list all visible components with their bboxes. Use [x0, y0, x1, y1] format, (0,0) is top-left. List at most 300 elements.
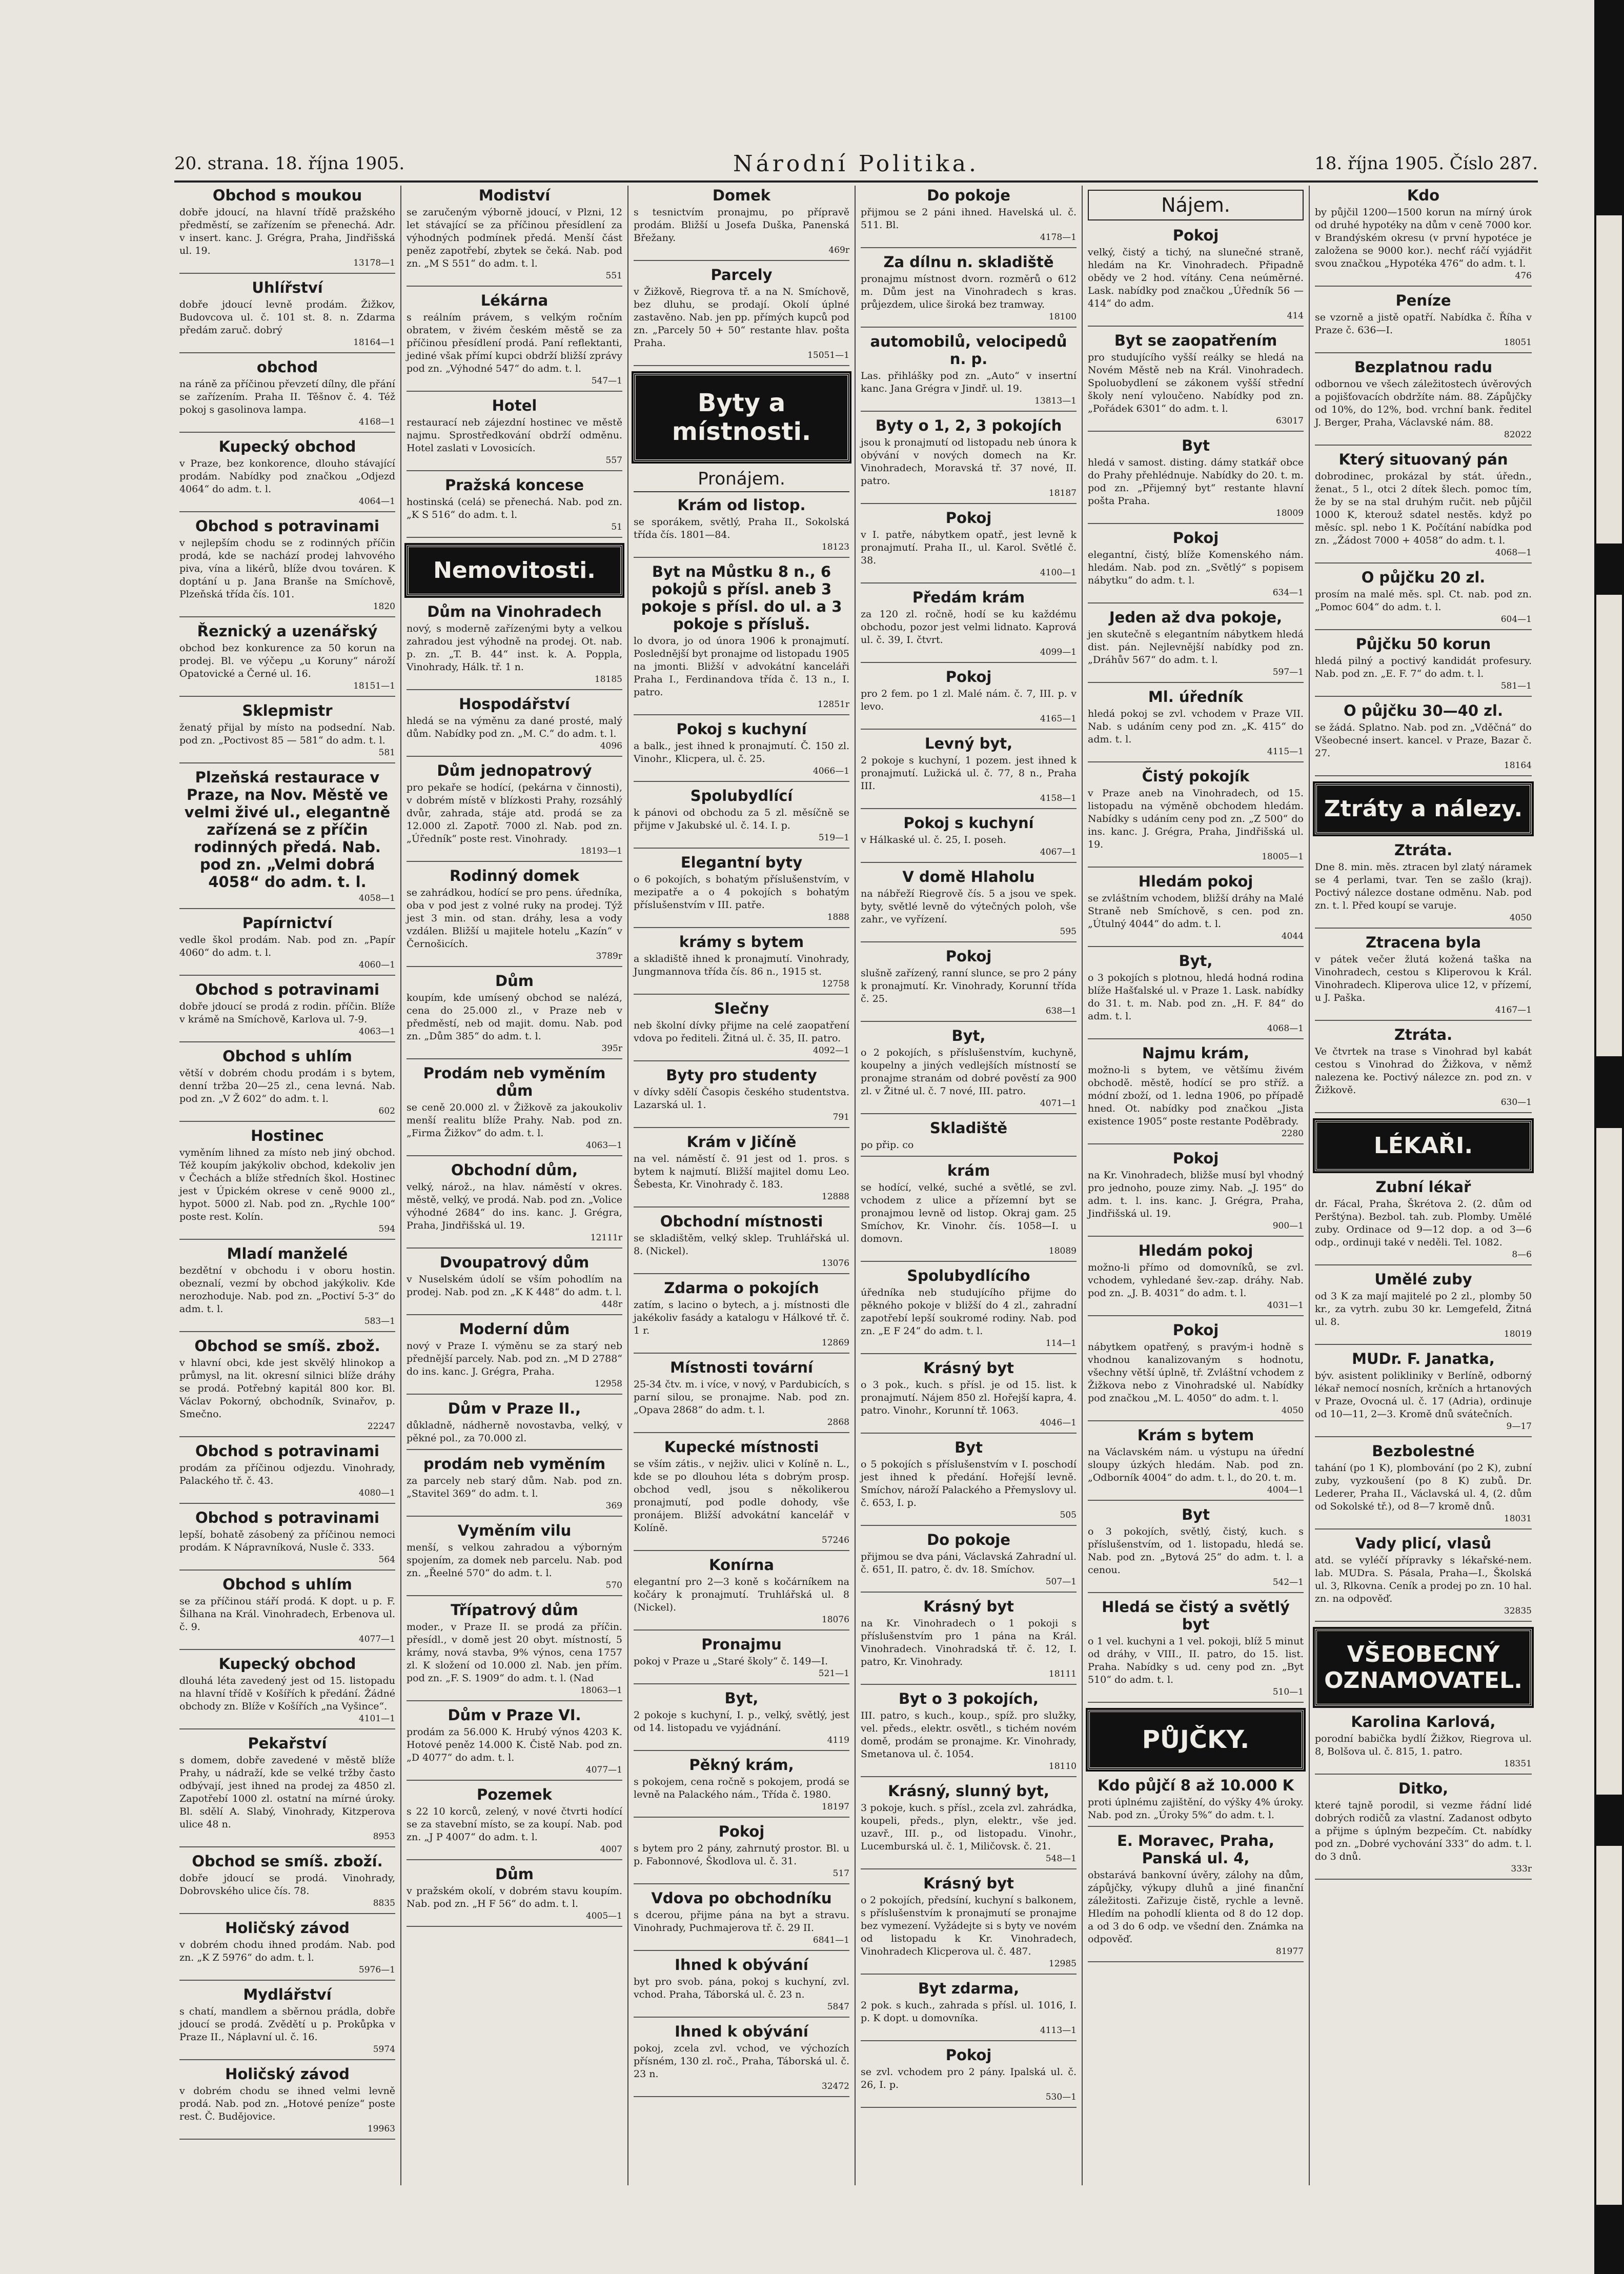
- classified-ad: [407, 695, 622, 757]
- classified-ad: [1088, 1242, 1304, 1316]
- ad-title: Bezbolestné: [1372, 1442, 1475, 1460]
- ad-title: Krásný byt: [923, 1359, 1014, 1377]
- ad-body: obstarává bankovní úvěry, zálohy na dům, zápůjčky, výkupy dluhů a jiné finanční záležitosti. Zařizuje čistě, rychle a levně. Hledím na pohodlí klienta od 8 do 12 dop. a od 3 do 6 odp. ve všední den. Známka na odpověď.: [1088, 1869, 1304, 1945]
- ad-reference-number: 57246: [821, 1535, 849, 1545]
- classified-ad: [1088, 1044, 1304, 1144]
- ad-body: důkladně, nádherně novostavba, velký, v pěkné pol., za 70.000 zl.: [407, 1420, 622, 1444]
- ad-title: Byt: [1182, 1506, 1210, 1523]
- ad-title: Kupecký obchod: [218, 1655, 356, 1673]
- ad-title: Zubní lékař: [1375, 1178, 1471, 1196]
- ad-body: nový v Praze I. výměnu se za starý neb přednější parcely. Nab. pod zn. „M D 2788“ do ins. kanc. J. Grégra, Praha.: [407, 1340, 622, 1377]
- classified-ad: [634, 1066, 849, 1128]
- ad-title: Ihned k obývání: [675, 1956, 808, 1974]
- ad-reference-number: 369: [605, 1501, 622, 1511]
- classified-ad: [861, 417, 1077, 504]
- ad-body: se vším zátis., v nejživ. ulici v Kolíně n. L., kde se po dlouhou léta s dobrým prosp. obchod vedl, jsou s několikerou pronajmutí, pod podle dohody, vše pronájem. Bližší advokátní kancelář v Kolíně.: [634, 1458, 849, 1534]
- ad-reference-number: 63017: [1275, 416, 1304, 426]
- classified-ad: [1315, 841, 1532, 929]
- ad-title: Obchod s potravinami: [195, 1442, 380, 1460]
- ad-title: Dům na Vinohradech: [427, 603, 602, 620]
- ad-title: Místnosti tovární: [670, 1359, 813, 1376]
- classified-ad: [179, 914, 395, 976]
- ad-title: Kdo: [1407, 187, 1440, 204]
- ad-reference-number: 4050: [1509, 913, 1532, 923]
- ad-body: a skladiště ihned k pronajmutí. Vinohrady, Jungmannova třída čís. 86 n., 1915 st.: [634, 953, 849, 977]
- ad-title: Byt na Můstku 8 n., 6 pokojů s přísl. aneb 3 pokoje s přísl. do ul. a 3 pokoje s přísluš.: [641, 563, 842, 633]
- classified-ad: [179, 1986, 395, 2060]
- classified-ad: [634, 1359, 849, 1433]
- ad-body: atd. se vyléčí přípravky s lékařské-nem. lab. MUDra. S. Pásala, Praha—I., Školská ul. 3, Rlkovna. Ceník a prodej po zn. 10 hal. zn. na odpověď.: [1315, 1555, 1532, 1604]
- ad-body: jen skutečně s elegantním nábytkem hledá dist. pán. Nejlevnější nabídky pod zn. „Dráhův 567“ do adm. t. l.: [1088, 629, 1304, 666]
- ad-body: hledá v samost. disting. dámy statkář obce do Prahy přehlédnuje. Nabídky do 20. t. m. pod zn. „Přijemný byt“ restante hlavní pošta Praha.: [1088, 457, 1304, 507]
- ad-body: o 3 pok., kuch. s přísl. je od 15. list. k pronajmutí. Nájem 850 zl. Hořejší kapra, 4. patro. Vinohr., Korunní tř. 1063.: [861, 1379, 1077, 1416]
- ad-body: pokoj, zcela zvl. vchod, ve výchozích přísném, 130 zl. roč., Praha, Táborská ul. č. 23 n.: [634, 2043, 849, 2080]
- classified-ad: [634, 1636, 849, 1684]
- section-box-heading: Nájem.: [1088, 190, 1304, 220]
- ad-title: Sklepmistr: [242, 702, 333, 719]
- ad-reference-number: 18005—1: [1262, 852, 1304, 862]
- ad-reference-number: 4071—1: [1040, 1098, 1077, 1109]
- ad-body: dobře jdoucí levně prodám. Žižkov, Budovcova ul. č. 101 st. 8. n. Zdarma předám zaruč. dobrý: [179, 299, 395, 336]
- ad-reference-number: 18089: [1048, 1246, 1077, 1256]
- classified-ad: [407, 1865, 622, 1927]
- ad-reference-number: 81977: [1275, 1946, 1304, 1957]
- ad-reference-number: 19963: [367, 2124, 395, 2134]
- ad-body: dobře jdoucí se prodá. Vinohrady, Dobrovského ulice čís. 78.: [179, 1873, 395, 1897]
- ad-reference-number: 4058—1: [358, 893, 395, 903]
- ad-reference-number: 13178—1: [353, 258, 395, 268]
- classified-ad: [407, 1064, 622, 1156]
- classified-ad: [634, 854, 849, 928]
- ad-title: Levný byt,: [924, 735, 1013, 752]
- ad-body: Las. přihlášky pod zn. „Auto“ v insertní kanc. Jana Grégra v Jindř. ul. 19.: [861, 370, 1077, 394]
- section-banner-lekari: LÉKAŘI.: [1315, 1120, 1532, 1171]
- classified-ad: [179, 517, 395, 617]
- ad-title: Obchod s uhlím: [222, 1048, 352, 1065]
- ad-body: se skladištěm, velký sklep. Truhlářská ul. 8. (Nickel).: [634, 1233, 849, 1257]
- classified-ad: [861, 1690, 1077, 1777]
- ad-reference-number: 395r: [601, 1043, 622, 1054]
- ad-reference-number: 4068—1: [1495, 548, 1532, 558]
- ad-body: dr. Fácal, Praha, Škrétova 2. (2. dům od Perštýna). Bezbol. tah. zub. Plomby. Umělé zuby. Ordinace od 9—12 dop. a od 3—6 odp., ordinuji také v neděli. Tel. 1082.: [1315, 1198, 1532, 1248]
- ad-body: s dcerou, přijme pána na byt a stravu. Vinohrady, Puchmajerova tř. č. 29 II.: [634, 1909, 849, 1934]
- ad-reference-number: 530—1: [1045, 2092, 1077, 2102]
- ad-title: Dům: [495, 1865, 534, 1883]
- classified-ad: [407, 603, 622, 690]
- ad-title: Kupecký obchod: [218, 438, 356, 455]
- classified-ad: [861, 1875, 1077, 1975]
- classified-ad: [634, 933, 849, 995]
- ad-body: hledá pilný a poctivý kandidát profesury. Nab. pod zn. „E. F. 7“ do adm. t. l.: [1315, 655, 1532, 679]
- classified-ad: [1315, 358, 1532, 446]
- ad-title: Řeznický a uzenářský: [197, 622, 378, 640]
- ad-body: hledá se na výměnu za dané prosté, malý dům. Nabídky pod zn. „M. C.“ do adm. t. l.: [407, 715, 622, 739]
- classified-ad: [634, 1556, 849, 1631]
- ad-reference-number: 4099—1: [1040, 647, 1077, 657]
- classified-ad: [1315, 934, 1532, 1021]
- classified-ad: [179, 1245, 395, 1332]
- ad-title: MUDr. F. Janatka,: [1352, 1350, 1495, 1367]
- ad-reference-number: 18123: [821, 542, 849, 552]
- ad-reference-number: 4068—1: [1267, 1023, 1304, 1034]
- classified-ad: [407, 1320, 622, 1395]
- ad-body: 3 pokoje, kuch. s přísl., zcela zvl. zahrádka, koupeli, předs., plyn, elektr., vše jed. uzavř., III. p., od listopadu. Vinohr., Lucemburská ul. č. 1, Miličovsk. č. 21.: [861, 1802, 1077, 1852]
- ad-reference-number: 4067—1: [1040, 847, 1077, 857]
- ad-body: na ráně za příčinou převzetí dílny, dle přání se zařízením. Praha II. Těšnov č. 4. Též pokoj s gasolinova lampa.: [179, 378, 395, 415]
- ad-body: hledá pokoj se zvl. vchodem v Praze VII. Nab. s udáním ceny pod zn. „K. 415“ do adm. t. l.: [1088, 708, 1304, 745]
- ad-title: Do pokoje: [927, 187, 1010, 204]
- classified-ad: [179, 769, 395, 909]
- ad-body: za parcely neb starý dům. Nab. pod zn. „Stavitel 369“ do adm. t. l.: [407, 1475, 622, 1499]
- ad-body: porodní babička bydlí Žižkov, Riegrova ul. 8, Bolšova ul. č. 815, 1. patro.: [1315, 1733, 1532, 1757]
- ad-body: dobrodinec, prokázal by stát. úředn., ženat., 5 l., otci 2 dítek šlech. pomoc tím, že by se na stal druhým ručit. neb půjčil 1000 K, kterouž sdatel nestěs. když po měsíc. spl. nebo 1 K. Počítání nabídka pod zn. „Žádost 7000 + 4058“ do adm. t. l.: [1315, 471, 1532, 546]
- ad-title: Dům jednopatrový: [437, 762, 592, 779]
- ad-reference-number: 564: [378, 1555, 395, 1565]
- ad-reference-number: 583—1: [364, 1316, 395, 1326]
- ad-reference-number: 4165—1: [1040, 714, 1077, 724]
- ad-reference-number: 18164: [1504, 760, 1532, 771]
- classified-ad: [634, 1689, 849, 1751]
- ad-title: Modiství: [478, 187, 551, 204]
- ad-reference-number: 18151—1: [353, 681, 395, 691]
- ad-title: Pokoj: [718, 1823, 765, 1840]
- ad-reference-number: 4064—1: [358, 496, 395, 507]
- ad-body: prodám za 56.000 K. Hrubý výnos 4203 K. Hotové peněz 14.000 K. Čistě Nab. pod zn. „D 4077“ do adm. t. l.: [407, 1726, 622, 1763]
- classified-ad: [861, 589, 1077, 663]
- ad-title: Byt zdarma,: [918, 1980, 1020, 1997]
- ad-body: dlouhá léta zavedený jest od 15. listopadu na hlavní třídě v Košířích k předání. Žádné obchody zn. Blíže v Košířích „na Vyšince“.: [179, 1675, 395, 1712]
- ad-reference-number: 12985: [1048, 1959, 1077, 1969]
- ad-body: v pátek večer žlutá kožená taška na Vinohradech, cestou s Kliperovou k Král. Vinohradech. Kliperova ulice 12, v přízemí, u J. Paška.: [1315, 954, 1532, 1003]
- classified-ad: [861, 509, 1077, 583]
- ad-title: krámy s bytem: [679, 933, 804, 951]
- ad-title: Obchodní dům,: [451, 1161, 578, 1179]
- ad-reference-number: 551: [605, 271, 622, 281]
- ad-reference-number: 18076: [821, 1615, 849, 1625]
- ad-reference-number: 2280: [1281, 1129, 1304, 1139]
- ad-reference-number: 12111r: [590, 1233, 622, 1243]
- ad-title: Dvoupatrový dům: [439, 1254, 590, 1271]
- ad-body: dobře jdoucí se prodá z rodin. příčin. Blíže v krámě na Smíchově, Karlova ul. 7-9.: [179, 1001, 395, 1025]
- section-banner-pujcky: PŮJČKY.: [1088, 1710, 1304, 1769]
- classified-ad: [179, 187, 395, 274]
- classified-ad: [1315, 1442, 1532, 1530]
- ad-title: Obchod s moukou: [212, 187, 362, 204]
- ad-title: Půjčku 50 korun: [1355, 635, 1491, 653]
- ad-body: po přip. co: [861, 1139, 914, 1151]
- ad-title: Rodinný domek: [449, 867, 580, 884]
- ad-title: Obchod s potravinami: [195, 1509, 380, 1526]
- ad-title: Bezplatnou radu: [1354, 358, 1493, 376]
- ad-title: Obchod s potravinami: [195, 981, 380, 998]
- ad-body: v Nuselském údolí se vším pohodlím na prodej. Nab. pod zn. „K K 448“ do adm. t. l.: [407, 1274, 622, 1298]
- ad-reference-number: 4158—1: [1040, 793, 1077, 803]
- ad-body: obchod bez konkurence za 50 korun na prodej. Bl. ve výčepu „u Koruny“ nároží Opatovické a Černé ul. 16.: [179, 642, 395, 679]
- ad-reference-number: 4092—1: [813, 1045, 849, 1056]
- ad-reference-number: 594: [378, 1224, 395, 1234]
- ad-reference-number: 4004—1: [1267, 1485, 1304, 1495]
- ad-reference-number: 18197: [821, 1802, 849, 1812]
- ad-title: prodám neb vyměním: [423, 1455, 606, 1473]
- classified-ad: [634, 1756, 849, 1818]
- ad-title: Pozemek: [477, 1786, 552, 1803]
- column-1: [174, 186, 401, 2185]
- ad-reference-number: 4113—1: [1040, 2025, 1077, 2036]
- classified-ad: [861, 1439, 1077, 1526]
- ad-reference-number: 638—1: [1045, 1006, 1077, 1016]
- classified-ad: [1315, 1178, 1532, 1265]
- ad-reference-number: 595: [1060, 927, 1077, 937]
- ad-title: Kupecké místnosti: [664, 1438, 819, 1456]
- ad-reference-number: 8953: [373, 1832, 395, 1842]
- ad-title: Pokoj s kuchyní: [676, 720, 807, 738]
- classified-ad: [407, 1400, 622, 1450]
- ad-title: Za dílnu n. skladiště: [883, 253, 1054, 271]
- ad-title: Hostinec: [251, 1127, 324, 1144]
- ad-title: O půjčku 20 zl.: [1361, 569, 1486, 586]
- ad-reference-number: 4005—1: [585, 1911, 622, 1921]
- ad-reference-number: 581—1: [1500, 681, 1532, 691]
- ad-reference-number: 18009: [1275, 508, 1304, 518]
- ad-reference-number: 4044: [1281, 931, 1304, 941]
- ad-title: Ztráta.: [1394, 1026, 1453, 1043]
- classified-ad: [861, 1980, 1077, 2041]
- ad-title: Dům v Praze II.,: [448, 1400, 581, 1417]
- ad-reference-number: 4168—1: [358, 417, 395, 427]
- classified-ad: [634, 1213, 849, 1274]
- ad-title: Pokoj: [945, 509, 992, 527]
- ad-reference-number: 333r: [1511, 1864, 1532, 1874]
- ad-body: tahání (po 1 K), plombování (po 2 K), zubní zuby, vyzkoušení (po 8 K) zubů. Dr. Lederer, Praha II., Václavská ul. 4, (2. dům od Sokolské tř.), od 8—7 kromě dnů.: [1315, 1462, 1532, 1512]
- ad-reference-number: 22247: [367, 1421, 395, 1432]
- column-5: [1083, 186, 1310, 2185]
- ad-reference-number: 18100: [1048, 312, 1077, 322]
- ad-reference-number: 18185: [594, 674, 622, 685]
- ad-title: Pekařství: [248, 1735, 327, 1752]
- classified-ad: [1088, 1321, 1304, 1421]
- ad-reference-number: 18193—1: [580, 846, 622, 856]
- ad-reference-number: 6841—1: [813, 1935, 849, 1945]
- ad-body: v hlavní obci, kde jest skvělý hlinokop a průmysl, na lit. okresní silnici blíže dráhy se prodá. Potřebný kapitál 800 kor. Bl. Václav Pokorný, obchodník, Svinařov, p. Smečno.: [179, 1357, 395, 1420]
- classified-ad: [407, 476, 622, 538]
- ad-body: o 3 pokojích, světlý, čistý, kuch. s příslušenstvím, od 1. listopadu, hledá se. Nab. pod zn. „Bytová 25“ do adm. t. l. a cenou.: [1088, 1526, 1304, 1576]
- classified-ad: [861, 1162, 1077, 1262]
- ad-body: pro 2 fem. po 1 zl. Malé nám. č. 7, III. p. v levo.: [861, 688, 1077, 712]
- classified-ad: [1315, 635, 1532, 697]
- ad-reference-number: 4167—1: [1495, 1005, 1532, 1015]
- classified-ad: [179, 1337, 395, 1437]
- ad-reference-number: 507—1: [1045, 1577, 1077, 1587]
- ad-reference-number: 18019: [1504, 1329, 1532, 1339]
- ad-reference-number: 8835: [373, 1898, 395, 1908]
- ad-body: se zaručeným výborně jdoucí, v Plzni, 12 let stávající se za příčinou přesídlení za výhodných podmínek předá. Menší část peněz zapotřebí, zbytek se čeká. Nab. pod zn. „M S 551“ do adm. t. l.: [407, 207, 622, 269]
- ad-title: Pokoj: [1172, 1321, 1219, 1339]
- ad-title: V domě Hlaholu: [902, 868, 1035, 886]
- ad-title: Papírnictví: [242, 914, 333, 932]
- ad-reference-number: 900—1: [1272, 1221, 1304, 1231]
- ad-title: Byty o 1, 2, 3 pokojích: [875, 417, 1062, 434]
- ad-title: Pokoj: [945, 668, 992, 686]
- ad-body: se žádá. Splatno. Nab. pod zn. „Vděčná“ do Všeobecné insert. kancel. v Praze, Bazar č. 27.: [1315, 722, 1532, 759]
- ad-body: s tesnictvím pronajmu, po přípravě prodám. Bližší u Josefa Duška, Panenská Břežany.: [634, 207, 849, 244]
- ad-reference-number: 5974: [373, 2044, 395, 2055]
- ad-body: lepší, bohatě zásobený za příčinou nemoci prodám. K Nápravníková, Nusle č. 333.: [179, 1529, 395, 1553]
- ad-title: Obchod s uhlím: [222, 1576, 352, 1593]
- ad-title: Byt se zaopatřením: [1114, 332, 1277, 349]
- classified-ad: [407, 1254, 622, 1315]
- ad-reference-number: 9—17: [1506, 1421, 1532, 1432]
- ad-body: 25-34 čtv. m. i více, v nový, v Pardubicích, s parní silou, se pronajme. Nab. pod zn. „Opava 2868“ do adm. t. l.: [634, 1379, 849, 1416]
- ad-title: Který situovaný pán: [1338, 451, 1508, 468]
- ad-reference-number: 414: [1287, 311, 1304, 321]
- ad-reference-number: 517: [833, 1868, 849, 1879]
- classified-ad: [861, 735, 1077, 809]
- classified-ad: [634, 563, 849, 715]
- classified-ad: [1315, 292, 1532, 353]
- ad-title: Elegantní byty: [680, 854, 803, 871]
- ad-body: s domem, dobře zavedené v městě blíže Prahy, u nádraží, kde se velké tržby často odbývají, jest ihned na prodej za 4850 zl. Zapotřebí 1000 zl. ostatní na mírné úroky. Bl. sdělí A. Slabý, Vinohrady, Kitzperova ulice 48 n.: [179, 1755, 395, 1830]
- ad-title: Pokoj: [1172, 227, 1219, 244]
- ad-reference-number: 597—1: [1272, 667, 1304, 677]
- ad-body: nábytkem opatřený, s pravým-i hodně s vhodnou kanalizovaným s hodnotu, všechny větší úplně, tř. Zvláštní vchodem z Žižkova nebo z Vinohradské ul. Nabídky pod značkou „M. L. 4050“ do adm. t. l.: [1088, 1341, 1304, 1404]
- ad-body: velký, čistý a tichý, na slunečné straně, hledám na Kr. Vinohradech. Připadně obědy ve 2 hod. vítány. Cena neúměrné. Lask. nabídky pod značkou „Úředník 56 — 414“ do adm.: [1088, 247, 1304, 309]
- classified-ad: [179, 1509, 395, 1571]
- ad-reference-number: 82022: [1504, 430, 1532, 440]
- ad-body: na Václavském nám. u výstupu na úřední sloupy úzkých hledám. Nab. pod zn. „Odborník 4004“ do adm. t. l., do 20. t. m.: [1088, 1446, 1304, 1483]
- ad-body: s bytem pro 2 pány, zahrnutý prostor. Bl. u p. Fabonnové, Škodlova ul. č. 31.: [634, 1843, 849, 1867]
- ad-body: s 22 10 korců, zelený, v nové čtvrti hodící se za stavební místo, se za koupí. Nab. pod zn. „J P 4007“ do adm. t. l.: [407, 1806, 622, 1843]
- ad-body: o 6 pokojích, s bohatým příslušenstvím, v mezipatře a o 4 pokojích s bohatým příslušenstvím v III. patře.: [634, 874, 849, 911]
- ad-body: hostinská (celá) se přenechá. Nab. pod zn. „K S 516“ do adm. t. l.: [407, 496, 622, 520]
- ad-body: prosím na malé měs. spl. Ct. nab. pod zn. „Pomoc 604“ do adm. t. l.: [1315, 589, 1532, 613]
- ad-body: 2 pok. s kuch., zahrada s přísl. ul. 1016, I. p. K dopt. u domovníka.: [861, 2000, 1077, 2024]
- adjacent-page-strip: [1594, 0, 1624, 2274]
- ad-reference-number: 4046—1: [1040, 1418, 1077, 1428]
- ad-title: Moderní dům: [459, 1320, 570, 1338]
- ad-title: Krásný byt: [923, 1598, 1014, 1615]
- ad-reference-number: 4077—1: [358, 1634, 395, 1644]
- ad-title: Pěkný krám,: [689, 1756, 794, 1774]
- ad-body: 2 pokoje s kuchyní, 1 pozem. jest ihned k pronajmutí. Lužická ul. č. 77, 8 n., Praha III.: [861, 755, 1077, 792]
- ad-title: Byt,: [951, 1027, 986, 1044]
- ad-body: za 120 zl. ročně, hodí se ku každému obchodu, pozor jest velmi lidnato. Kaprová ul. č. 39, I. čtvrt.: [861, 609, 1077, 646]
- ad-body: v pražském okolí, v dobrém stavu koupím. Nab. pod zn. „H F 56“ do adm. t. l.: [407, 1885, 622, 1909]
- ad-body: od 3 K za mají majitelé po 2 zl., plomby 50 kr., za vytrh. zubu 30 kr. Lemgefeld, Žitná ul. 8.: [1315, 1291, 1532, 1327]
- ad-body: 2 pokoje s kuchyní, I. p., velký, světlý, jest od 14. listopadu ve vyjádnání.: [634, 1709, 849, 1734]
- ad-body: pro pekaře se hodící, (pekárna v činnosti), v dobrém místě v blízkosti Prahy, rozsáhlý dvůr, zahrada, stáje atd. prodá se za 12.000 zl. Zapotř. 7000 zl. Nab. pod zn. „Úředník“ poste rest. Vinohrady.: [407, 782, 622, 844]
- ad-reference-number: 32472: [821, 2081, 849, 2091]
- ad-title: Ihned k obývání: [675, 2023, 808, 2040]
- page-header: [174, 150, 1538, 177]
- classified-ad: [179, 2065, 395, 2140]
- ad-title: Ztracena byla: [1365, 934, 1481, 951]
- ad-title: O půjčku 30—40 zl.: [1344, 702, 1503, 719]
- ad-body: se hodící, velké, suché a světlé, se zvl. vchodem z ulice a přízemní byt se pronajmou levně od listop. Okraj gam. 25 Smíchov, Kr. Vinohr. čís. 1058—I. u domovn.: [861, 1182, 1077, 1244]
- ad-reference-number: 634—1: [1272, 588, 1304, 598]
- ad-title: Krám od listop.: [677, 496, 806, 514]
- ad-title: obchod: [256, 358, 318, 376]
- ad-title: Peníze: [1395, 292, 1451, 309]
- ad-body: v Hálkaské ul. č. 25, I. poseh.: [861, 834, 1006, 846]
- classified-ad: [1088, 1777, 1304, 1827]
- classified-ad: [634, 1133, 849, 1208]
- ad-body: s chatí, mandlem a sběrnou prádla, dobře jdoucí se prodá. Zvědětí u p. Prokůpka v Praze II., Náplavní ul. č. 16.: [179, 2006, 395, 2043]
- classified-ad: [407, 397, 622, 471]
- ad-title: Uhlířství: [252, 279, 323, 296]
- ad-reference-number: 4060—1: [358, 960, 395, 970]
- ad-body: přijmou se 2 páni ihned. Havelská ul. č. 511. Bl.: [861, 207, 1077, 231]
- ad-body: vedle škol prodám. Nab. pod zn. „Papír 4060“ do adm. t. l.: [179, 934, 395, 958]
- ad-title: Najmu krám,: [1142, 1044, 1250, 1062]
- column-2: [401, 186, 628, 2185]
- ad-title: Ml. úředník: [1148, 688, 1244, 706]
- ad-reference-number: 18110: [1048, 1761, 1077, 1772]
- ad-body: elegantní pro 2—3 koně s kočárníkem na kočáry k pronajmutí. Truhlářská ul. 8 (Nickel).: [634, 1576, 849, 1613]
- ad-title: Pokoj: [1172, 1150, 1219, 1167]
- ad-title: Byt: [1182, 437, 1210, 454]
- ad-title: Kdo půjčí 8 až 10.000 K: [1097, 1777, 1294, 1794]
- ad-body: v dobrém chodu se ihned velmi levně prodá. Nab. pod zn. „Hotové peníze“ poste rest. Č. Budějovice.: [179, 2085, 395, 2122]
- ad-title: Slečny: [714, 1000, 769, 1017]
- classified-ad: [1088, 952, 1304, 1039]
- classified-ad: [1088, 873, 1304, 947]
- classified-ad: [179, 279, 395, 353]
- classified-ad: [407, 1455, 622, 1517]
- classified-ad: [179, 1919, 395, 1981]
- classified-ad: [179, 1576, 395, 1650]
- ad-reference-number: 510—1: [1272, 1687, 1304, 1697]
- classified-ad: [179, 1735, 395, 1847]
- ad-title: Byt: [955, 1439, 983, 1456]
- ad-title: Zdarma o pokojích: [664, 1279, 819, 1297]
- ad-title: automobilů, velocipedů n. p.: [870, 333, 1067, 368]
- ad-reference-number: 4031—1: [1267, 1300, 1304, 1311]
- ad-body: býv. asistent polikliniky v Berlíně, odborný lékař nemocí nosních, krčních a hrtanových v Praze, Ovocná ul. č. 17 (Adria), ordinuje od 10—11, 2—3. Kromě dnů svátečních.: [1315, 1370, 1532, 1420]
- ad-body: na Kr. Vinohradech o 1 pokoji s příslušenstvím pro 1 pána na Král. Vinohradech. Vinohradská tř. č. 12, I. patro, Kr. Vinohrady.: [861, 1618, 1077, 1667]
- classified-ad: [1088, 437, 1304, 524]
- ad-title: Plzeňská restaurace v Praze, na Nov. Městě ve velmi živé ul., elegantně zařízená se z příčin rodinných předá. Nab. pod zn. „Velmi dobrá 4058“ do adm. t. l.: [184, 769, 391, 891]
- classified-ad: [1088, 609, 1304, 683]
- ad-title: Vyměním vilu: [457, 1522, 572, 1539]
- ad-title: Domek: [712, 187, 771, 204]
- ad-title: Obchod s potravinami: [195, 517, 380, 535]
- ad-title: Třípatrový dům: [451, 1601, 578, 1619]
- ad-reference-number: 519—1: [818, 833, 849, 843]
- ad-reference-number: 557: [605, 455, 622, 466]
- classified-ad: [861, 1359, 1077, 1434]
- ad-title: Mladí manželé: [227, 1245, 348, 1262]
- ad-reference-number: 4007: [600, 1844, 622, 1855]
- ad-reference-number: 12888: [821, 1192, 849, 1202]
- classified-ad: [1315, 1535, 1532, 1622]
- ad-reference-number: 4066—1: [813, 766, 849, 776]
- classified-ad: [179, 438, 395, 512]
- classified-ad: [1315, 187, 1532, 287]
- ad-reference-number: 18063—1: [580, 1685, 622, 1696]
- ad-reference-number: 469r: [828, 245, 849, 255]
- ad-reference-number: 15051—1: [807, 350, 849, 360]
- ad-title: Pokoj s kuchyní: [903, 814, 1034, 832]
- ad-reference-number: 542—1: [1272, 1577, 1304, 1587]
- classified-ad: [861, 253, 1077, 328]
- ad-body: v dobrém chodu ihned prodám. Nab. pod zn. „K Z 5976“ do adm. t. l.: [179, 1939, 395, 1963]
- ad-body: a balk., jest ihned k pronajmutí. Č. 150 zl. Vinohr., Klicpera, ul. č. 25.: [634, 740, 849, 764]
- ad-title: Byty pro studenty: [666, 1066, 817, 1084]
- column-6: [1310, 186, 1537, 2185]
- ad-body: Ve čtvrtek na trase s Vinohrad byl kabát cestou s Vinohrad do Žižkova, v němž nalezena ke. Poctivý nálezce zn. pod zn. v Žižkově.: [1315, 1046, 1532, 1096]
- classified-ad: [861, 2046, 1077, 2108]
- ad-title: Holičský závod: [225, 1919, 350, 1937]
